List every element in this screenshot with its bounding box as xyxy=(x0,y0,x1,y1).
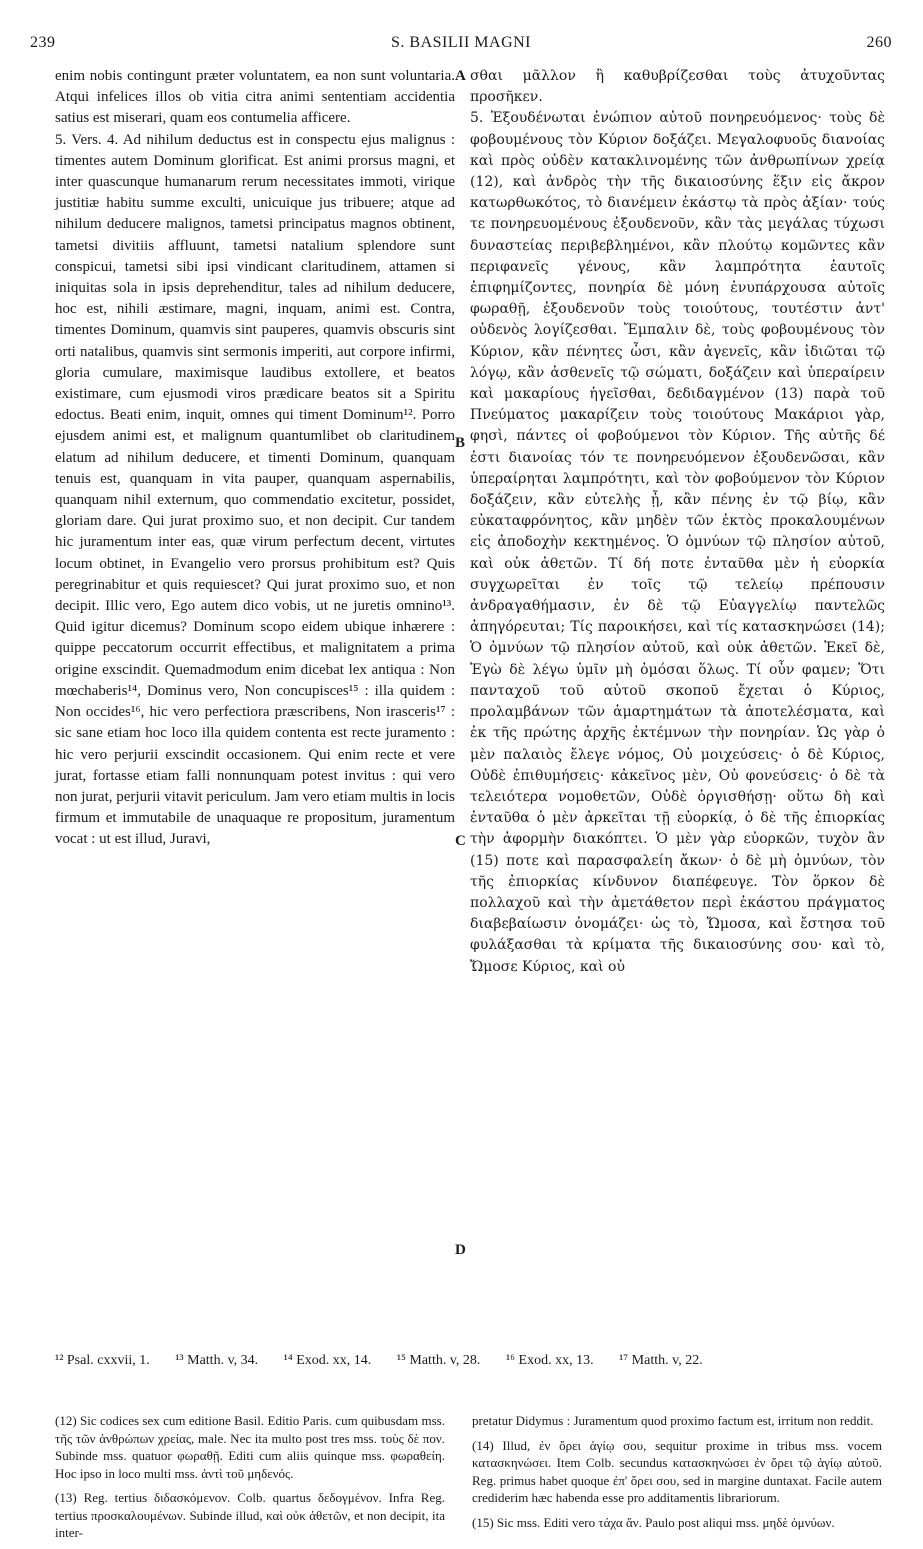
footnote: (14) Illud, ἐν ὄρει ἁγίῳ σου, sequitur proxime in tribus mss. vocem κατασκηνώσει. Item Colb. secundus κατασκηνώσει ἐν ὄρει τῷ ἁγίῳ αὐτοῦ. Reg. primus habet quoque ἐπ' ὄρει σου, sed in margine duntaxat. Facile autem crediderim hæc habenda esse pro additamentis librariorum. xyxy=(472,1437,882,1505)
margin-letter-d: D xyxy=(455,1242,466,1258)
reference-item: ¹⁴ Exod. xx, 14. xyxy=(283,1353,372,1368)
reference-item: ¹² Psal. cxxvii, 1. xyxy=(55,1353,150,1368)
latin-column xyxy=(55,66,455,851)
page-number-right: 260 xyxy=(866,34,892,51)
reference-item: ¹³ Matth. v, 34. xyxy=(175,1353,259,1368)
footnotes-left xyxy=(55,1412,445,1549)
footnote: pretatur Didymus : Juramentum quod proximo factum est, irritum non reddit. xyxy=(472,1413,874,1428)
greek-paragraph: 5. Ἐξουδένωται ἐνώπιον αὐτοῦ πονηρευόμενος· τοὺς δὲ φοβουμένους τὸν Κύριον δοξάζει. Μεγαλοφυοῦς διανοίας καὶ πρὸς οὐδὲν κατακλινομένης τῶν ἀνθρωπίνων χρείᾳ (12), καὶ ἀνδρὸς τὴν τῆς δικαιοσύνης ἕξιν εἰς ἄκρον κατωρθωκότος, τὸ διανέμειν ἑκάστῳ τὰ πρὸς ἀξίαν· τούς τε πονηρευομένους ἐξουδενοῦν, κἂν τὰς μεγάλας τύχωσι δυναστείας περιβεβλημένοι, κἂν πλούτῳ κομῶντες κἂν περιφανεῖς γένους, κἂν λαμπρότητα ἑαυτοῖς ἐπιφημίζοντες, πονηρία δὲ μόνη ἐνυπάρχουσα αὐτοῖς φωραθῇ, ἐξουδενοῦν τοὺς τοιούτους, τουτέστιν ἀντ' οὐδενὸς λογίζεσθαι. Ἔμπαλιν δὲ, τοὺς φοβουμένους τὸν Κύριον, κἂν πένητες ὦσι, κἂν ἀγενεῖς, κἂν ἰδιῶται τῷ λόγῳ, κἂν ἀσθενεῖς τῷ σώματι, δοξάζειν καὶ ὑπεραίρειν καὶ μακαρίους ἡγεῖσθαι, δεδιδαγμένον (13) παρὰ τοῦ Πνεύματος μακαρίζειν τοὺς τοιούτους Μακάριοι γὰρ, φησὶ, πάντες οἱ φοβούμενοι τὸν Κύριον. Τῆς αὐτῆς δέ ἐστι διανοίας τόν τε πονηρευόμενον ἐξουδενῶσαι, κἂν ὑπεραίρηται λαμπρότητι, καὶ τὸν φοβούμενον τὸν Κύριον δοξάζειν, κἂν εὐτελὴς ᾖ, κἂν πένης ἐν τῷ βίῳ, κἂν εὐκαταφρόνητος, κἂν μηδὲν τῶν ἐκτὸς προκαλουμένων εἰς ἀποδοχὴν κεκτημένος. Ὁ ὀμνύων τῷ πλησίον αὐτοῦ, καὶ οὐκ ἀθετῶν. Τί δή ποτε ἐνταῦθα μὲν ἡ εὐορκία συγχωρεῖται ἐν τοῖς τῷ τελείῳ πρέπουσιν ἀνδραγαθήμασιν, ἐν δὲ τῷ Εὐαγγελίῳ παντελῶς ἀπηγόρευται; Τίς παροικήσει, καὶ τίς κατασκηνώσει (14); Ὁ ὀμνύων τῷ πλησίον αὐτοῦ, καὶ οὐκ ἀθετῶν. Ἐκεῖ δὲ, Ἐγὼ δὲ λέγω ὑμῖν μὴ ὀμόσαι ὅλως. Τί οὖν φαμεν; Ὅτι πανταχοῦ τοῦ αὐτοῦ σκοποῦ ἔχεται ὁ Κύριος, προλαμβάνων τῶν ἁμαρτημάτων τὰ ἀποτελέσματα, καὶ ἐκ τῆς πρώτης ἀρχῆς ἐκτέμνων τὴν πονηρίαν. Ὡς γὰρ ὁ μὲν παλαιὸς ἔλεγε νόμος, Οὐ μοιχεύσεις· ὁ δὲ Κύριος, Οὐδὲ ἐπιθυμήσεις· κἀκεῖνος μὲν, Οὐ φονεύσεις· ὁ δὲ τὰ τελειότερα νομοθετῶν, Οὐδὲ ὀργισθήσῃ· οὕτω δὴ καὶ ἐνταῦθα ὁ μὲν ἀρκεῖται τῇ εὐορκίᾳ, ὁ δὲ τῆς ἐπιορκίας τὴν ἀφορμὴν διακόπτει. Ὁ μὲν γὰρ εὐορκῶν, τυχὸν ἂν (15) ποτε καὶ παρασφαλείη ἄκων· ὁ δὲ μὴ ὀμνύων, τὸν τῆς ἐπιορκίας κίνδυνον διαπέφευγε. Τὸν ὅρκον δὲ πολλαχοῦ καὶ τὴν ἀμετάθετον περὶ ἑκάστου πράγματος διαβεβαίωσιν ὀνομάζει· ὡς τὸ, Ὤμοσα, καὶ ἔστησα τοῦ φυλάξασθαι τὰ κρίματα τῆς δικαιοσύνης σου· καὶ τὸ, Ὤμοσε Κύριος, καὶ οὐ xyxy=(470,110,885,975)
footnotes-right xyxy=(472,1412,882,1538)
reference-item: ¹⁷ Matth. v, 22. xyxy=(619,1353,703,1368)
margin-letter-b: B xyxy=(455,435,466,451)
scripture-references xyxy=(55,1352,895,1370)
greek-paragraph: σθαι μᾶλλον ἢ καθυβρίζεσθαι τοὺς ἀτυχοῦντας προσῆκεν. xyxy=(470,68,885,106)
page-header xyxy=(30,34,892,56)
margin-letter-c: C xyxy=(455,833,466,849)
page-number-left: 239 xyxy=(30,34,56,51)
latin-paragraph: 5. Vers. 4. Ad nihilum deductus est in conspectu ejus malignus : timentes autem Dominum glorificat. Est animi prorsus magni, et inter quascunque humanarum rerum necessitates immoti, virique justitiæ habitu summe exculti, unicuique jus tribuere; atque ad nihilum deducere malignos, tametsi principatus magnos obtinent, tametsi divitiis affluunt, tametsi natalium splendore sunt conspicui, tametsi sibi ipsi vindicant claritudinem, attamen si iniquitas sola in ipsis deprehenditur, tales ad nihilum deducere, hoc est, nihili æstimare, magni, inquam, animi est. Contra, timentes Dominum, quamvis sint pauperes, quamvis obscuris sint orti natalibus, quamvis sint sermonis imperiti, aut corpore infirmi, gloria cumulare, maximisque laudibus extollere, et beatos existimare, cum ejusmodi viros prædicare beatos sit a Spiritu edoctus. Beati enim, inquit, omnes qui timent Dominum¹². Porro ejusdem animi est, et malignum quantumlibet ob claritudinem elatum ad nihilum deducere, et timenti Dominum, quanquam tenuis est, quanquam in vita pauper, quanquam aspernabilis, quanquam nihil externum, quo commendatio excitetur, possidet, gloriam dare. Qui jurat proximo suo, et non decipit. Cur tandem hic juramentum inter eas, quæ virum perfectum decent, virtutes locum obtinet, in Evangelio vero prorsus prohibitum est? Quis peregrinabitur et quis requiescet? Qui jurat proximo suo, et non decipit. Illic vero, Ego autem dico vobis, ut ne juretis omnino¹³. Quid igitur dicemus? Dominum scopo eidem ubique inhærere : quippe peccatorum occurrit effectibus, et malignitatem a prima origine exscindit. Quemadmodum enim dicebat lex antiqua : Non mœchaberis¹⁴, Dominus vero, Non concupisces¹⁵ : illa quidem : Non occides¹⁶, hic vero perfectiora præscribens, Non irasceris¹⁷ : sic sane etiam hoc loco illa quidem contenta est recte juramento : hic vero perjurii exscindit occasionem. Qui enim recte et vere jurat, fortasse etiam falli nonnunquam potest invitus : qui vero non jurat, perjurii vitavit periculum. Jam vero etiam multis in locis firmum et immutabile de unaquaque re propositum, juramentum vocat : ut est illud, Juravi, xyxy=(55,131,455,848)
margin-letter-a: A xyxy=(455,68,466,84)
reference-item: ¹⁶ Exod. xx, 13. xyxy=(505,1353,594,1368)
footnote: (13) Reg. tertius διδασκόμενον. Colb. quartus δεδογμένον. Infra Reg. tertius προσκαλουμένων. Subinde illud, καὶ οὐκ ἀθετῶν, et non decipit, ita inter- xyxy=(55,1490,445,1540)
footnote: (12) Sic codices sex cum editione Basil. Editio Paris. cum quibusdam mss. τῆς τῶν ἀνθρώπων χρείας, male. Nec ita multo post tres mss. τοὺς δὲ πον. Subinde mss. quatuor φωραθῇ. Editi cum aliis quinque mss. φωραθείη. Hoc ipso in loco multi mss. ἀντὶ τοῦ μηδενός. xyxy=(55,1413,445,1481)
reference-item: ¹⁵ Matth. v, 28. xyxy=(396,1353,481,1368)
footnote: (15) Sic mss. Editi vero τάχα ἄν. Paulo post aliqui mss. μηδὲ ὀμνύων. xyxy=(472,1514,835,1530)
greek-column xyxy=(470,66,885,978)
running-title: S. BASILII MAGNI xyxy=(391,34,531,51)
latin-paragraph: enim nobis contingunt præter voluntatem, ea non sunt voluntaria. Atqui infelices illos ob vitia citra animi sententiam accidentia satius est miserari, quam eos contumelia afficere. xyxy=(55,68,455,127)
